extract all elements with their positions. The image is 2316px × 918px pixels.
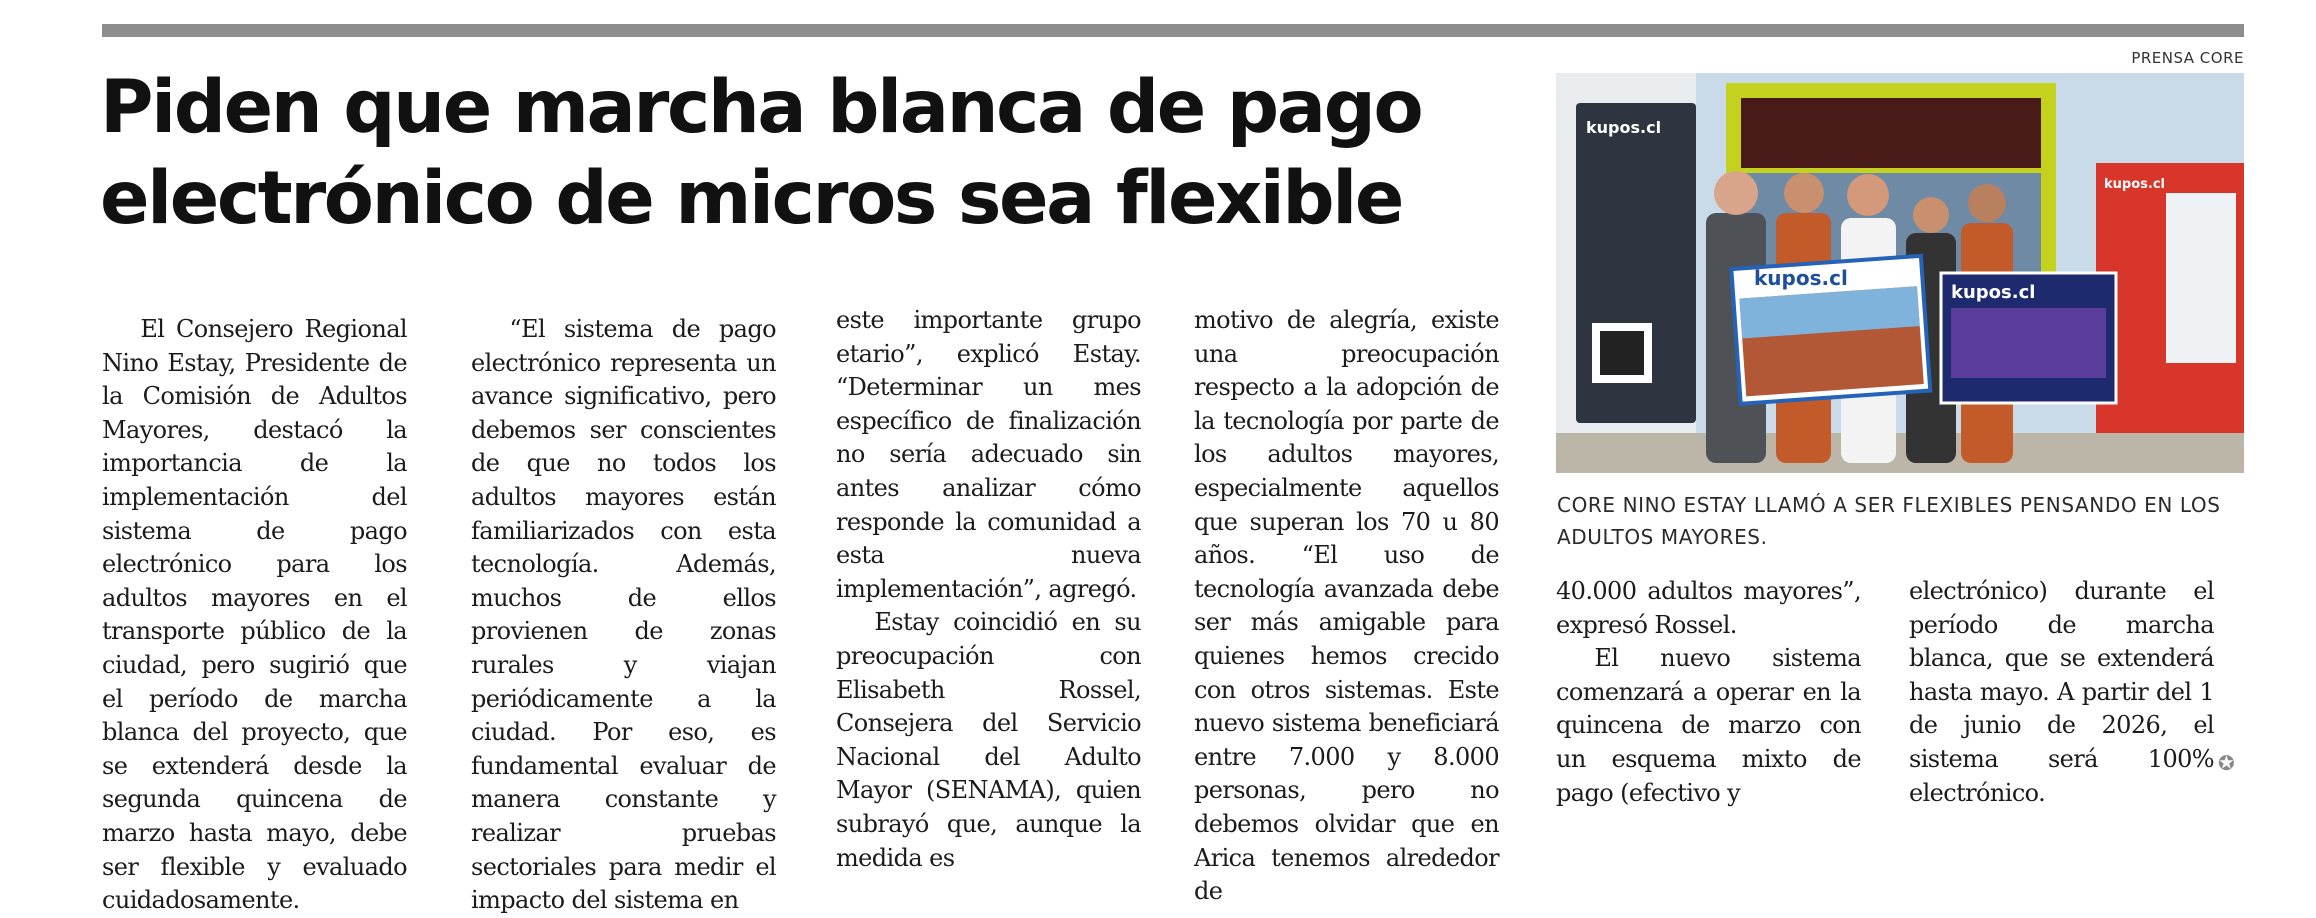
paragraph: El nuevo sistema comenzará a operar en la quincena de marzo con un esquema mixto de pago (efectivo y [1556,644,1861,807]
photo-caption: CORE NINO ESTAY LLAMÓ A SER FLEXIBLES PENSANDO EN LOS ADULTOS MAYORES. [1557,493,2221,549]
kupos-sign-text: kupos.cl [1586,118,1662,137]
news-photo [1556,73,2244,473]
paragraph: este importante grupo etario”, explicó Estay. “Determinar un mes específico de finalización no sería adecuado sin antes analizar cómo responde la comunidad a esta nueva implementación”, agregó. [836,306,1141,603]
column-5 [1556,575,1861,810]
paragraph: Estay coincidió en su preocupación con Elisabeth Rossel, Consejera del Servicio Nacional del Adulto Mayor (SENAMA), quien subrayó que, aunque la medida es [836,608,1141,872]
headline-line-1: Piden que marcha blanca de pago [100,65,1422,150]
kupos-sign-text: kupos.cl [1754,266,1848,290]
headline-line-2: electrónico de micros sea flexible [100,156,1402,241]
paragraph: “El sistema de pago electrónico representa un avance significativo, pero debemos ser conscientes de que no todos los adultos mayores están familiarizados con esta tecnología. Además, muchos de ellos provienen de zonas rurales y viajan periódicamente a la ciudad. Por eso, es fundamental evaluar de manera constante y realizar pruebas sectoriales para medir el impacto del sistema en [471,315,776,915]
column-4 [1194,304,1499,909]
kupos-sign-text: kupos.cl [2104,177,2165,192]
photo-illustration [1556,73,2244,473]
column-6 [1909,575,2214,810]
column-3 [836,304,1141,875]
headline [100,62,1520,244]
photo-credit: PRENSA CORE [2131,49,2244,67]
paragraph: motivo de alegría, existe una preocupación respecto a la adopción de la tecnología por parte de los adultos mayores, especialmente aquellos que superan los 70 u 80 años. “El uso de tecnología avanzada debe ser más amigable para quienes hemos crecido con otros sistemas. Este nuevo sistema beneficiará entre 7.000 y 8.000 personas, pero no debemos olvidar que en Arica tenemos alrededor de [1194,306,1499,906]
paragraph: electrónico) durante el período de marcha blanca, que se extenderá hasta mayo. A partir del 1 de junio de 2026, el sistema será 100% electrónico. [1909,577,2214,807]
column-2 [471,313,776,918]
end-of-article-icon: ✪ [2218,751,2235,775]
kupos-sign-text: kupos.cl [1951,282,2036,303]
column-1 [102,313,407,918]
top-rule [102,24,2244,37]
paragraph: 40.000 adultos mayores”, expresó Rossel. [1556,577,1861,639]
paragraph: El Consejero Regional Nino Estay, Presidente de la Comisión de Adultos Mayores, destacó la importancia de la implementación del sistema de pago electrónico para los adultos mayores en el transporte público de la ciudad, pero sugirió que el período de marcha blanca del proyecto, que se extenderá desde la segunda quincena de marzo hasta mayo, debe ser flexible y evaluado cuidadosamente. [102,315,407,915]
